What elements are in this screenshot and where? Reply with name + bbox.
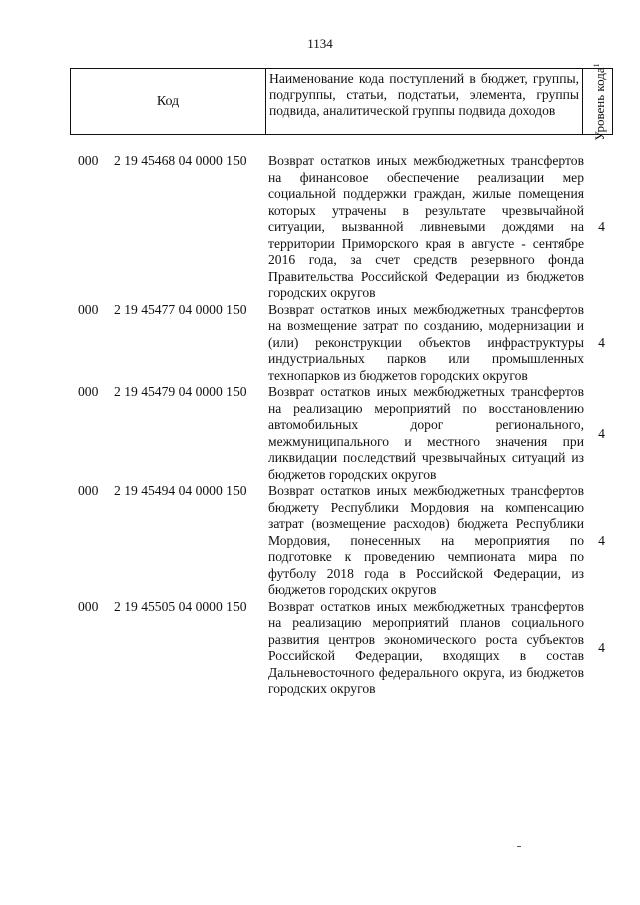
row-budget-code: 2 19 45479 04 0000 150 <box>114 384 247 399</box>
row-level: 4 <box>598 532 605 548</box>
row-admin-code: 000 <box>78 301 99 317</box>
row-level: 4 <box>598 219 605 235</box>
footnote-mark: 1 <box>591 62 601 67</box>
table-row <box>78 153 613 302</box>
row-budget-code: 2 19 45468 04 0000 150 <box>114 153 247 168</box>
table-row <box>78 302 613 385</box>
row-code-cell <box>78 302 268 385</box>
row-budget-code: 2 19 45477 04 0000 150 <box>114 301 247 317</box>
row-level: 4 <box>598 425 605 441</box>
header-code-label: Код <box>156 93 180 109</box>
row-code-cell <box>78 153 268 302</box>
row-level: 4 <box>598 640 605 655</box>
row-admin-code: 000 <box>78 384 99 399</box>
row-description: Возврат остатков иных межбюджетных трансфертов на реализацию мероприятий планов социального развития центров экономического роста субъектов Российской Федерации, входящих в состав Дальневосточного федерального округа, из бюджетов городских округов <box>268 598 584 696</box>
row-description: Возврат остатков иных межбюджетных трансфертов на финансовое обеспечение реализации мер социальной поддержки граждан, жилые помещения которых утрачены в результате чрезвычайной ситуации, вызванной ливневыми дождями на территории Приморского края в августе - сентябре 2016 года, за счет средств резервного фонда Правительства Российской Федерации из бюджетов городских округов <box>268 153 584 300</box>
row-description: Возврат остатков иных межбюджетных трансфертов на реализацию мероприятий по восстановлению автомобильных дорог регионального, межмуниципального и местного значения при ликвидации последствий чрезвычайных ситуаций из бюджетов городских округов <box>268 384 584 482</box>
table-row <box>78 483 613 599</box>
row-budget-code: 2 19 45505 04 0000 150 <box>114 598 247 614</box>
row-admin-code: 000 <box>78 483 99 498</box>
row-code-cell <box>78 599 268 698</box>
page-number: 1134 <box>307 36 333 51</box>
table-row <box>78 599 613 698</box>
scan-speck <box>517 846 521 847</box>
code-table-body <box>78 153 613 698</box>
row-description: Возврат остатков иных межбюджетных трансфертов бюджету Республики Мордовия на компенсацию затрат (возмещение расходов) бюджета Республики Мордовия, понесенных на мероприятия по подготовке к проведению чемпионата мира по футболу 2018 года в Российской Федерации, из бюджетов городских округов <box>268 483 584 597</box>
header-level-column <box>583 62 612 141</box>
row-code-cell <box>78 384 268 483</box>
row-budget-code: 2 19 45494 04 0000 150 <box>114 483 247 498</box>
table-header <box>70 62 613 141</box>
header-name-column: Наименование кода поступлений в бюджет, группы, подгруппы, статьи, подстатьи, элемента, группы подвида, аналитической группы подвида доходов <box>266 69 583 134</box>
row-admin-code: 000 <box>78 598 99 614</box>
table-row <box>78 384 613 483</box>
header-code-column <box>71 69 266 134</box>
row-description: Возврат остатков иных межбюджетных трансфертов на возмещение затрат по созданию, модернизации и (или) реконструкции объектов инфраструктуры индустриальных парков или промышленных технопарков из бюджетов городских округов <box>268 301 584 383</box>
row-admin-code: 000 <box>78 153 99 168</box>
row-code-cell <box>78 483 268 599</box>
header-level-label: Уровень кода$^1$ <box>591 62 607 141</box>
row-level: 4 <box>598 334 605 350</box>
